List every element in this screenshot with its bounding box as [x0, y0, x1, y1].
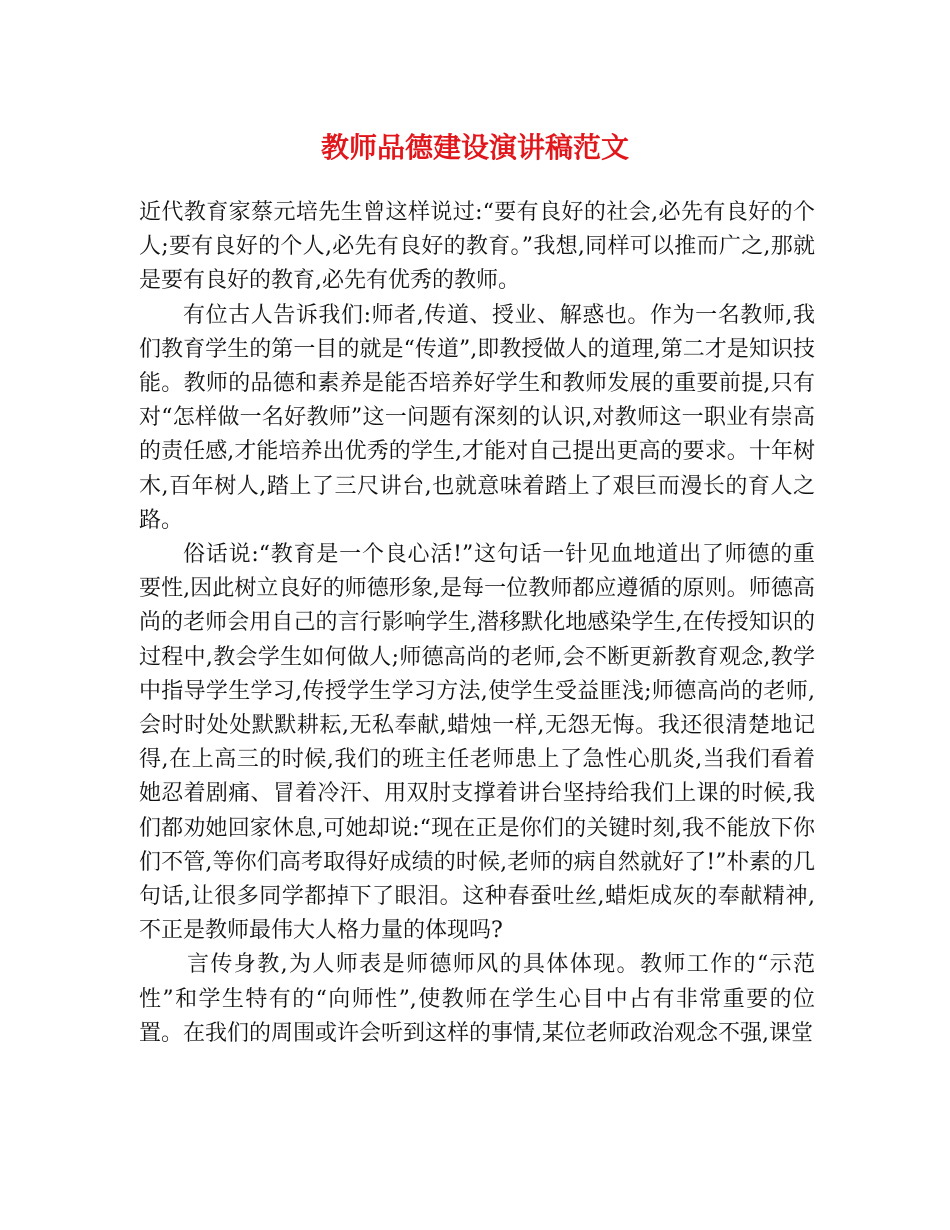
paragraph-3: 俗话说:“教育是一个良心活!”这句话一针见血地道出了师德的重要性,因此树立良好的师德形象,是每一位教师都应遵循的原则。师德高尚的老师会用自己的言行影响学生,潜移默化地感染学生,在传授知识的过程中,教会学生如何做人;师德高尚的老师,会不断更新教育观念,教学中指导学生学习,传授学生学习方法,使学生受益匪浅;师德高尚的老师,会时时处处默默耕耘,无私奉献,蜡烛一样,无怨无悔。我还很清楚地记得,在上高三的时候,我们的班主任老师患上了急性心肌炎,当我们看着她忍着剧痛、冒着冷汗、用双肘支撑着讲台坚持给我们上课的时候,我们都劝她回家休息,可她却说:“现在正是你们的关键时刻,我不能放下你们不管,等你们高考取得好成绩的时候,老师的病自然就好了!”朴素的几句话,让很多同学都掉下了眼泪。这种春蚕吐丝,蜡炬成灰的奉献精神,不正是教师最伟大人格力量的体现吗?	[139, 542, 815, 944]
paragraph-4: 言传身教,为人师表是师德师风的具体体现。教师工作的“示范性”和学生特有的“向师性”,使教师在学生心目中占有非常重要的位置。在我们的周围或许会听到这样的事情,某位老师政治观念不强,课堂	[139, 952, 815, 1046]
document-body	[139, 196, 815, 1051]
paragraph-2: 有位古人告诉我们:师者,传道、授业、解惑也。作为一名教师,我们教育学生的第一目的就是“传道”,即教授做人的道理,第二才是知识技能。教师的品德和素养是能否培养好学生和教师发展的重要前提,只有对“怎样做一名好教师”这一问题有深刻的认识,对教师这一职业有崇高的责任感,才能培养出优秀的学生,才能对自己提出更高的要求。十年树木,百年树人,踏上了三尺讲台,也就意味着踏上了艰巨而漫长的育人之路。	[139, 302, 815, 533]
paragraph-1: 近代教育家蔡元培先生曾这样说过:“要有良好的社会,必先有良好的个人;要有良好的个人,必先有良好的教育。”我想,同样可以推而广之,那就是要有良好的教育,必先有优秀的教师。	[139, 200, 815, 294]
document-title: 教师品德建设演讲稿范文	[320, 131, 629, 164]
